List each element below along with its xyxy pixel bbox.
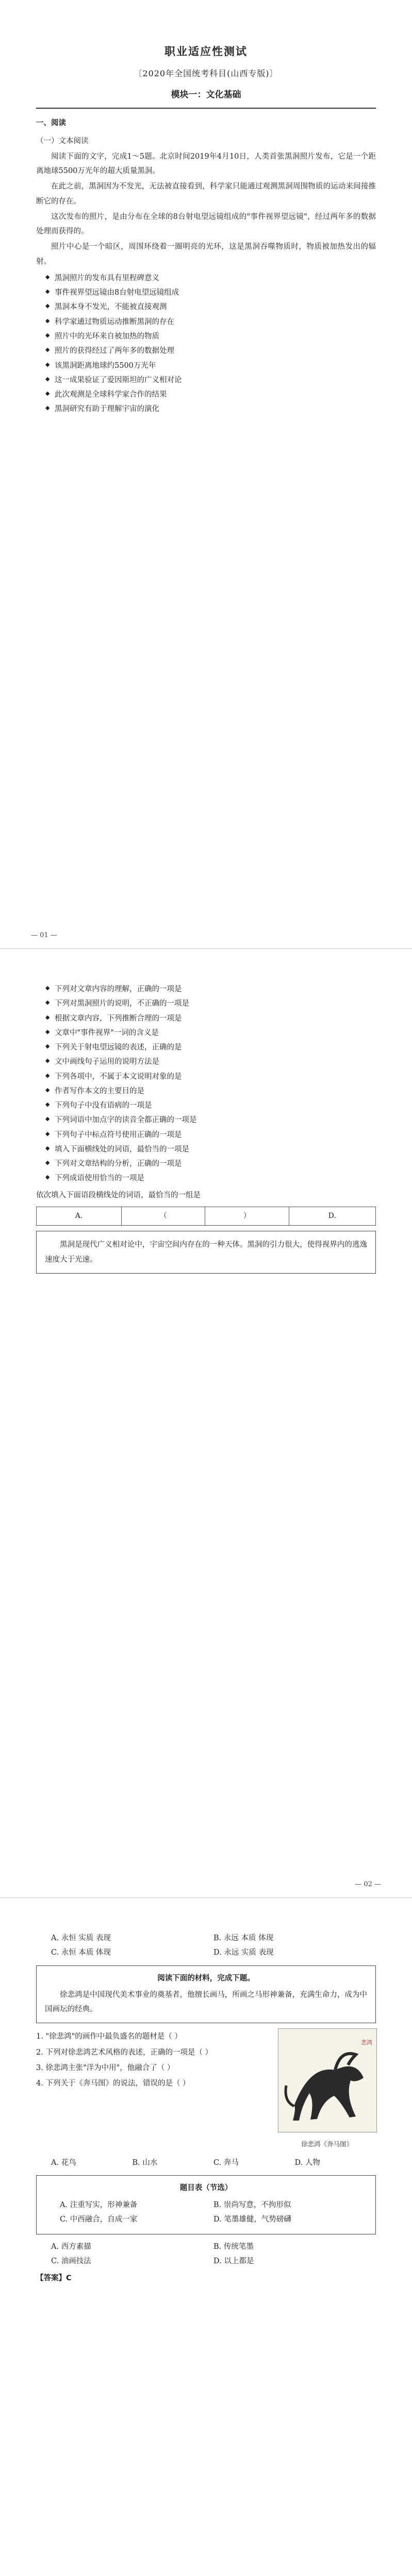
bullet-item: ◆ 根据文章内容，下列推断合理的一项是: [45, 1011, 376, 1026]
doc-title: 职业适应性测试: [164, 45, 248, 58]
figure-box: [36, 2175, 376, 2234]
section-heading: 一、阅读: [36, 119, 66, 128]
question-block: [36, 2028, 272, 2092]
bullet-item: ◆ 下列句子中标点符号使用正确的一项是: [45, 1128, 376, 1142]
question-line: 1. "徐悲鸿"的画作中最负盛名的题材是（ ）: [36, 2032, 182, 2041]
bullet-item: ◆ 填入下面横线处的词语，最恰当的一项是: [45, 1142, 376, 1157]
bullet-item: ◆ 照片中的光环来自被加热的物质: [45, 329, 376, 344]
doc-subtitle: 〔2020年全国统考科目(山西专版)〕: [134, 68, 278, 78]
option: B. 崇尚写意，不拘形似: [213, 2200, 291, 2209]
option: D. 永远 实质 表现: [213, 1948, 274, 1957]
option: D. 人物: [294, 2158, 320, 2167]
bullet-item: ◆ 科学家通过物质运动推断黑洞的存在: [45, 315, 376, 329]
paragraph: 这次发布的照片，是由分布在全球的8台射电望远镜组成的"事件视界望远镜"，经过两年多的数据处理而获得的。: [36, 212, 376, 236]
bullet-item: ◆ 黑洞照片的发布具有里程碑意义: [45, 271, 376, 285]
paragraph: 阅读下面的文字，完成1～5题。北京时间2019年4月10日，人类首张黑洞照片发布，它是一个距离地球5500万光年的超大质量黑洞。: [36, 152, 376, 176]
answer-line: 【答案】C: [36, 2274, 72, 2282]
bullet-item: ◆ 黑洞研究有助于理解宇宙的演化: [45, 402, 376, 416]
option: C. 永恒 本质 体现: [51, 1948, 111, 1957]
boxed-text: 黑洞是现代广义相对论中，宇宙空间内存在的一种天体。黑洞的引力很大，使得视界内的逃逸速度大于光速。: [45, 1241, 367, 1264]
bullet-item: ◆ 照片的获得经过了两年多的数据处理: [45, 344, 376, 358]
fill-cell: D.: [289, 1207, 375, 1225]
option: D. 以上都是: [213, 2257, 254, 2266]
bullet-item: ◆ 下列对文章结构的分析，正确的一项是: [45, 1157, 376, 1171]
page-number: — 02 —: [355, 1880, 381, 1888]
option-group: [51, 2240, 376, 2269]
page-2: [0, 949, 412, 1898]
painting-figure: [278, 2028, 376, 2150]
boxed-passage: [36, 1231, 376, 1274]
option: A. 注重写实，形神兼备: [60, 2200, 138, 2209]
bullet-item: ◆ 黑洞本身不发光，不能被直接观测: [45, 300, 376, 314]
figure-title: 题目表（节选）: [179, 2184, 233, 2193]
painting-caption: 徐悲鸿《奔马图》: [301, 2140, 353, 2148]
option: C. 油画技法: [51, 2257, 91, 2266]
option: C. 奔马: [213, 2158, 239, 2167]
bullet-item: ◆ 文章中"事件视界"一词的含义是: [45, 1026, 376, 1040]
bullet-item: ◆ 文中画线句子运用的说明方法是: [45, 1055, 376, 1069]
fill-table: [36, 1207, 376, 1226]
bullet-item: ◆ 这一成果验证了爱因斯坦的广义相对论: [45, 373, 376, 387]
question-intro: （一）文本阅读: [36, 137, 89, 145]
bullet-list: [36, 271, 376, 417]
bullet-item: ◆ 下列对文章内容的理解，正确的一项是: [45, 982, 376, 996]
bullet-item: ◆ 事件视界望远镜由8台射电望远镜组成: [45, 285, 376, 300]
paragraph: 照片中心是一个暗区，周围环绕着一圈明亮的光环，这是黑洞吞噬物质时，物质被加热发出的辐射。: [36, 243, 376, 266]
question-line: 4. 下列关于《奔马图》的说法，错误的是（ ）: [36, 2079, 190, 2088]
question-line: 2. 下列对徐悲鸿艺术风格的表述，正确的一项是（ ）: [36, 2048, 213, 2057]
bullet-item: ◆ 下列关于射电望远镜的表述，正确的是: [45, 1040, 376, 1055]
page-3: [0, 1898, 412, 2576]
option: B. 山水: [132, 2158, 158, 2167]
question-line: 3. 徐悲鸿主张"洋为中用"，他融合了（ ）: [36, 2063, 175, 2072]
bullet-item: ◆ 下列句子中没有语病的一项是: [45, 1098, 376, 1113]
fill-prompt: 依次填入下面语段横线处的词语，最恰当的一组是: [36, 1191, 201, 1199]
fill-cell: A.: [37, 1207, 122, 1225]
svg-text:悲鸿: 悲鸿: [361, 2039, 372, 2046]
option: C. 中西融合，自成一家: [60, 2215, 138, 2224]
option: D. 笔墨雄健，气势磅礴: [213, 2215, 291, 2224]
fill-cell: ）: [205, 1207, 289, 1225]
boxed-text: 徐悲鸿是中国现代美术事业的奠基者，他擅长画马，所画之马形神兼备，充满生命力，成为中国画坛的经典。: [45, 1990, 367, 2014]
bullet-item: ◆ 作者写作本文的主要目的是: [45, 1084, 376, 1098]
page-number: — 01 —: [31, 931, 57, 939]
option: B. 永远 本质 体现: [213, 1934, 274, 1942]
option-group: [60, 2198, 367, 2227]
page-1: [0, 0, 412, 949]
bullet-item: ◆ 下列成语使用恰当的一项是: [45, 1171, 376, 1185]
option: B. 传统笔墨: [213, 2243, 254, 2251]
option-group: [51, 1931, 376, 1960]
boxed-title: 阅读下面的材料，完成下题。: [157, 1974, 255, 1982]
option: A. 花鸟: [51, 2158, 76, 2167]
bullet-item: ◆ 该黑洞距离地球约5500万光年: [45, 359, 376, 373]
option: A. 永恒 实质 表现: [51, 1934, 111, 1942]
module-title: 模块一：文化基础: [36, 87, 376, 109]
bullet-list: [36, 982, 376, 1186]
option-group: [51, 2156, 376, 2170]
horse-painting-image: [278, 2028, 377, 2132]
bullet-item: ◆ 下列词语中加点字的读音全都正确的一项是: [45, 1113, 376, 1127]
fill-cell: （: [122, 1207, 205, 1225]
paragraph: 在此之前，黑洞因为不发光，无法被直接看到，科学家只能通过观测黑洞周围物质的运动来间接推断它的存在。: [36, 182, 376, 206]
bullet-item: ◆ 下列对黑洞照片的说明，不正确的一项是: [45, 996, 376, 1011]
boxed-passage: [36, 1965, 376, 2024]
bullet-item: ◆ 此次观测是全球科学家合作的结果: [45, 387, 376, 402]
bullet-item: ◆ 下列各项中，不属于本文说明对象的是: [45, 1070, 376, 1084]
question-with-image: [36, 2028, 376, 2150]
option: A. 西方素描: [51, 2243, 91, 2251]
